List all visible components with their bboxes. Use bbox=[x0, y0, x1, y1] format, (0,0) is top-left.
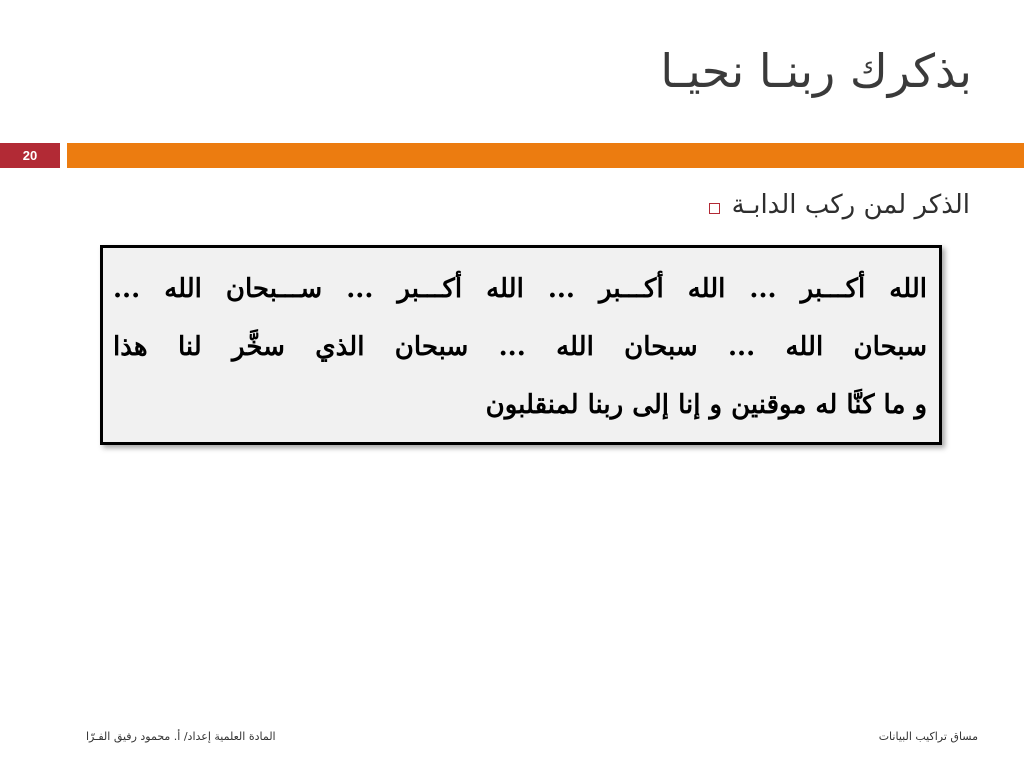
footer-author: المادة العلمية إعداد/ أ. محمود رفيق الفـرّا bbox=[86, 730, 276, 743]
dhikr-text-box bbox=[100, 245, 942, 445]
bullet-item bbox=[709, 190, 970, 220]
dhikr-line-2: سبحان الله ... سبحان الله ... سبحان الذي سخَّر لنا هذا bbox=[113, 332, 927, 362]
dhikr-line-3: و ما كنَّا له موقنين و إنا إلى ربنا لمنقلبون bbox=[485, 390, 927, 420]
footer-course: مساق تراكيب البيانات bbox=[878, 730, 978, 743]
slide-title: بذكرك ربنـا نحيـا bbox=[660, 44, 972, 98]
page-number-badge: 20 bbox=[0, 143, 60, 168]
square-bullet-icon bbox=[709, 203, 720, 214]
accent-bar bbox=[67, 143, 1024, 168]
dhikr-line-1: الله أكـــبر ... الله أكـــبر ... الله أكـــبر ... ســـبحان الله ... bbox=[113, 274, 927, 304]
bullet-text: الذكر لمن ركب الدابـة bbox=[731, 190, 970, 220]
